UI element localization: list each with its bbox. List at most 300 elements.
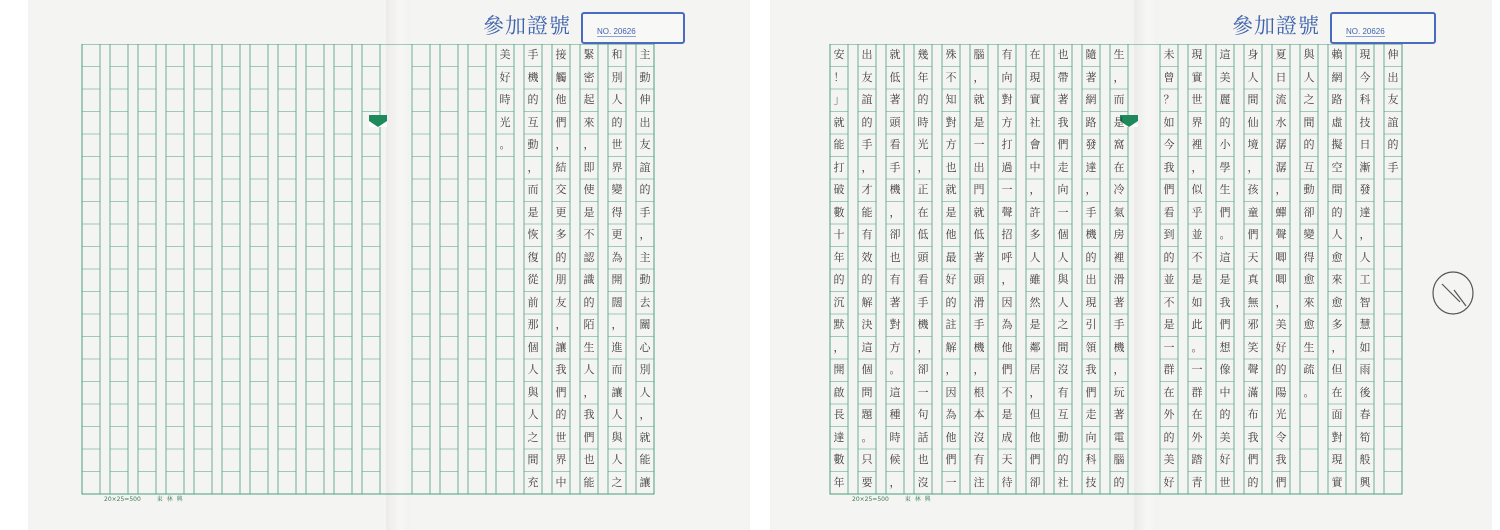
handwritten-character: 但	[1331, 363, 1343, 376]
handwritten-character: 方	[945, 138, 957, 151]
handwritten-character: 問	[861, 385, 873, 399]
stamp-number-box	[1330, 12, 1436, 44]
handwritten-character: ，	[527, 160, 539, 174]
handwritten-character: 聲	[1247, 363, 1259, 376]
handwritten-character: 出	[861, 48, 873, 61]
handwritten-character: 的	[1275, 363, 1287, 376]
handwritten-character: 的	[555, 250, 567, 264]
handwritten-character: 互	[1057, 408, 1069, 421]
handwritten-character: 美	[1219, 70, 1231, 84]
handwritten-character: 踏	[1191, 453, 1203, 466]
handwritten-character: 是	[583, 205, 595, 219]
handwritten-character: 這	[1219, 250, 1231, 264]
handwritten-character: 來	[1331, 273, 1343, 286]
handwritten-character: 效	[861, 250, 873, 264]
handwritten-character: 是	[1001, 408, 1013, 421]
stamp-title: 參加證號	[483, 14, 571, 38]
handwritten-character: 交	[555, 183, 567, 196]
sheet-footer-right	[852, 494, 932, 503]
handwritten-character: 前	[527, 295, 539, 309]
handwritten-character: 童	[1247, 205, 1259, 219]
handwritten-character: 腦	[973, 48, 985, 61]
handwritten-character: 生	[1219, 183, 1231, 196]
handwritten-character: 著	[1113, 295, 1125, 309]
grid-size-label: 20×25=500	[852, 496, 889, 503]
handwritten-character: 數	[833, 453, 845, 466]
handwritten-character: 未	[1163, 48, 1175, 61]
handwritten-character: 結	[555, 160, 567, 174]
handwritten-character: 低	[917, 228, 929, 241]
handwritten-character: 因	[1001, 295, 1013, 309]
handwritten-character: 生	[1113, 48, 1125, 61]
handwritten-character: 充	[527, 475, 539, 489]
handwritten-character: ，	[611, 318, 623, 331]
handwritten-character: 這	[861, 340, 873, 354]
handwritten-character: 世	[1191, 93, 1203, 106]
handwritten-character: 路	[1085, 115, 1097, 129]
handwritten-character: 水	[1275, 115, 1287, 129]
handwritten-character: 的	[833, 273, 845, 286]
handwritten-character: 啟	[833, 385, 845, 399]
handwritten-character: 領	[1085, 340, 1097, 354]
handwritten-character: 潺	[1275, 138, 1287, 151]
handwritten-character: 乎	[1191, 205, 1203, 219]
handwritten-character: 手	[527, 48, 539, 61]
handwritten-character: 正	[917, 183, 929, 196]
handwritten-character: 人	[1303, 70, 1315, 84]
handwritten-character: 達	[1085, 160, 1097, 174]
handwritten-character: 美	[1163, 453, 1175, 466]
handwritten-character: 有	[861, 228, 873, 241]
handwritten-character: 在	[917, 205, 929, 219]
handwritten-character: 。	[499, 138, 511, 151]
handwritten-character: 之	[1303, 93, 1315, 106]
handwritten-character: 與	[1303, 48, 1315, 61]
handwritten-character: 他	[945, 228, 957, 241]
handwritten-character: 人	[1057, 295, 1069, 309]
handwritten-character: 機	[1085, 228, 1097, 241]
handwritten-character: ，	[1191, 160, 1203, 174]
handwritten-character: 面	[1331, 408, 1343, 421]
handwritten-character: 手	[639, 205, 651, 219]
handwritten-character: 達	[1359, 205, 1371, 219]
handwritten-character: 科	[1359, 93, 1371, 106]
handwritten-character: 蟬	[1275, 205, 1287, 219]
handwritten-character: 手	[889, 160, 901, 174]
handwritten-character: 的	[1331, 205, 1343, 219]
handwritten-character: 布	[1247, 408, 1259, 421]
handwritten-character: 網	[1085, 93, 1097, 106]
handwritten-character: 低	[973, 228, 985, 241]
handwritten-character: 不	[1163, 295, 1175, 309]
handwritten-character: 開	[833, 363, 845, 376]
handwritten-character: 令	[1275, 430, 1287, 444]
handwritten-character: 在	[1113, 160, 1125, 174]
handwritten-character: 的	[1057, 453, 1069, 466]
handwritten-character: 機	[527, 70, 539, 84]
handwritten-character: 過	[1001, 160, 1013, 174]
handwritten-character: 本	[973, 408, 985, 421]
handwritten-character: 們	[945, 453, 957, 466]
handwritten-character: 打	[833, 160, 845, 174]
handwritten-character: 無	[1247, 295, 1259, 309]
handwritten-character: 我	[1247, 430, 1259, 444]
handwritten-character: 動	[527, 138, 539, 151]
handwritten-character: 會	[1029, 138, 1041, 151]
handwritten-character: 出	[639, 115, 651, 129]
handwritten-character: 中	[1029, 160, 1041, 174]
handwritten-character: 友	[555, 295, 567, 309]
handwritten-character: ，	[917, 340, 929, 354]
handwritten-character: 一	[1163, 340, 1175, 354]
handwritten-character: 間	[1303, 115, 1315, 129]
handwritten-character: 現	[1359, 48, 1371, 61]
handwritten-character: 我	[1275, 453, 1287, 466]
handwritten-character: 打	[1001, 138, 1013, 151]
handwritten-character: 似	[1191, 183, 1203, 196]
handwritten-character: 一	[917, 385, 929, 399]
handwritten-character: 天	[1001, 453, 1013, 466]
handwritten-character: 手	[1113, 318, 1125, 331]
handwritten-character: 安	[833, 48, 845, 61]
handwritten-character: 達	[833, 430, 845, 444]
handwritten-character: 們	[555, 115, 567, 129]
handwritten-character: 有	[1001, 48, 1013, 61]
handwritten-character: 實	[1191, 70, 1203, 84]
handwritten-character: ，	[1085, 183, 1097, 196]
handwritten-character: 心	[639, 340, 651, 354]
handwritten-character: 麗	[1219, 93, 1231, 106]
handwritten-character: 闊	[611, 295, 623, 309]
handwritten-character: 幾	[917, 48, 929, 61]
handwritten-character: 界	[1191, 115, 1203, 129]
handwritten-character: 愈	[1303, 273, 1315, 286]
handwritten-character: 社	[1057, 475, 1069, 489]
handwritten-character: 他	[555, 93, 567, 106]
handwritten-character: 的	[1163, 250, 1175, 264]
handwritten-character: 主	[639, 250, 651, 264]
publisher-brand: 東 林 興	[156, 496, 184, 503]
handwritten-character: 話	[917, 430, 929, 444]
handwritten-character: 而	[1113, 93, 1125, 106]
handwritten-character: 十	[833, 228, 845, 241]
handwritten-character: 愈	[1331, 250, 1343, 264]
handwritten-character: 技	[1085, 475, 1097, 489]
handwritten-character: 人	[583, 363, 595, 376]
handwritten-character: 出	[1085, 273, 1097, 286]
handwritten-character: 我	[583, 408, 595, 421]
handwritten-character: 與	[611, 430, 623, 444]
handwritten-character: ，	[639, 228, 651, 241]
handwritten-character: ，	[1001, 273, 1013, 286]
handwritten-character: ，	[973, 363, 985, 376]
handwritten-character: 一	[1001, 183, 1013, 196]
handwritten-character: 也	[889, 250, 901, 264]
handwritten-character: 誼	[861, 93, 873, 106]
handwritten-character: 更	[611, 228, 623, 241]
handwritten-character: 滿	[1247, 385, 1259, 399]
handwritten-character: 想	[1219, 340, 1231, 354]
handwritten-character: 許	[1029, 205, 1041, 219]
handwritten-character: 機	[1113, 340, 1125, 354]
handwritten-character: ，	[861, 160, 873, 174]
handwritten-character: 天	[1247, 250, 1259, 264]
handwritten-character: 是	[527, 205, 539, 219]
handwritten-character: 光	[917, 138, 929, 151]
handwritten-character: 的	[555, 408, 567, 421]
handwritten-character: ，	[1247, 160, 1259, 174]
handwritten-character: 們	[1163, 183, 1175, 196]
handwritten-character: 是	[1219, 273, 1231, 286]
handwritten-character: 間	[1247, 93, 1259, 106]
handwritten-character: 隨	[1085, 48, 1097, 61]
handwritten-character: 人	[639, 385, 651, 399]
handwritten-character: 不	[1001, 385, 1013, 399]
handwritten-character: 就	[833, 115, 845, 129]
handwritten-character: 根	[973, 385, 985, 399]
handwritten-character: 但	[1029, 408, 1041, 421]
handwritten-character: 滑	[973, 295, 985, 309]
handwritten-character: 的	[583, 295, 595, 309]
handwritten-character: 一	[1057, 205, 1069, 219]
handwritten-character: 是	[1163, 318, 1175, 331]
handwritten-character: 接	[555, 48, 567, 61]
handwritten-character: ，	[555, 138, 567, 151]
handwritten-character: 著	[973, 250, 985, 264]
handwritten-character: 長	[833, 408, 845, 421]
handwritten-character: 在	[1191, 408, 1203, 421]
handwritten-character: 伸	[639, 93, 651, 106]
handwritten-character: 邪	[1247, 318, 1259, 331]
handwritten-character: 電	[1113, 430, 1125, 444]
handwritten-character: 題	[861, 408, 873, 421]
handwritten-character: 而	[611, 363, 623, 376]
handwritten-character: ，	[1275, 183, 1287, 196]
handwritten-character: 像	[1219, 363, 1231, 376]
handwritten-character: 唧	[1275, 250, 1287, 264]
handwritten-character: 他	[945, 430, 957, 444]
handwritten-character: 疏	[1303, 363, 1315, 376]
handwritten-character: 群	[1191, 385, 1203, 399]
handwritten-character: 夏	[1275, 48, 1287, 61]
handwritten-character: 人	[1029, 250, 1041, 264]
handwritten-character: 雖	[1029, 273, 1041, 286]
handwritten-character: 我	[555, 363, 567, 376]
handwritten-character: 機	[917, 318, 929, 331]
handwritten-character: 在	[1029, 48, 1041, 61]
handwritten-character: 人	[527, 363, 539, 376]
handwritten-character: 。	[1219, 228, 1231, 241]
handwritten-character: 人	[1057, 250, 1069, 264]
handwritten-character: ，	[945, 363, 957, 376]
handwritten-character: 他	[1029, 430, 1041, 444]
handwritten-character: 唧	[1275, 273, 1287, 286]
handwritten-character: 腦	[1113, 453, 1125, 466]
handwritten-character: 然	[1029, 295, 1041, 309]
handwritten-character: 對	[1331, 430, 1343, 444]
handwritten-character: 來	[1303, 295, 1315, 309]
handwritten-character: 識	[583, 273, 595, 286]
handwritten-character: 是	[1029, 318, 1041, 331]
stamp-title: 參加證號	[1232, 14, 1320, 38]
handwritten-character: 日	[1275, 70, 1287, 84]
handwritten-character: 看	[1163, 205, 1175, 219]
handwritten-character: 後	[1359, 385, 1371, 399]
handwritten-character: 玩	[1113, 385, 1125, 399]
handwritten-character: 房	[1113, 228, 1125, 241]
handwritten-character: 時	[889, 430, 901, 444]
handwritten-character: 鄰	[1029, 340, 1041, 354]
handwritten-character: 生	[583, 340, 595, 354]
handwritten-character: 現	[1029, 70, 1041, 84]
handwritten-character: 為	[611, 250, 623, 264]
stamp-number: NO. 20626	[597, 27, 636, 36]
handwritten-character: ，	[1029, 183, 1041, 196]
handwritten-character: 頭	[917, 250, 929, 264]
handwritten-character: 生	[1303, 340, 1315, 354]
handwritten-character: 頭	[973, 273, 985, 286]
handwritten-character: 是	[973, 115, 985, 129]
handwritten-character: 動	[639, 70, 651, 84]
handwritten-character: ，	[1029, 385, 1041, 399]
handwritten-character: 門	[973, 183, 985, 196]
handwritten-character: 外	[1163, 408, 1175, 421]
handwritten-character: 數	[833, 205, 845, 219]
handwritten-character: 們	[555, 385, 567, 399]
handwritten-character: 陌	[583, 318, 595, 331]
handwritten-character: 與	[1057, 273, 1069, 286]
handwritten-character: 流	[1275, 93, 1287, 106]
handwritten-character: 」	[833, 93, 845, 106]
handwritten-character: 恢	[527, 228, 539, 241]
handwritten-character: 的	[861, 115, 873, 129]
handwritten-character: 並	[1191, 228, 1203, 241]
handwritten-character: 手	[973, 318, 985, 331]
handwritten-character: 氣	[1113, 205, 1125, 219]
stamp-number-box	[581, 12, 685, 44]
handwritten-character: 空	[1331, 160, 1343, 174]
handwritten-character: 也	[945, 160, 957, 174]
handwritten-character: 方	[889, 340, 901, 354]
handwritten-character: 路	[1331, 93, 1343, 106]
handwritten-character: 人	[611, 453, 623, 466]
handwritten-character: 外	[1191, 430, 1203, 444]
handwritten-character: 間	[527, 453, 539, 466]
handwritten-character: ！	[833, 70, 845, 84]
handwritten-character: 群	[1163, 363, 1175, 376]
handwritten-character: 著	[889, 295, 901, 309]
handwritten-character: ，	[889, 475, 901, 489]
entry-number-stamp-left	[483, 10, 683, 44]
handwritten-character: 對	[945, 115, 957, 129]
handwritten-character: 光	[1275, 408, 1287, 421]
handwritten-character: ，	[583, 385, 595, 399]
handwritten-character: 之	[611, 475, 623, 489]
handwritten-character: 們	[1057, 138, 1069, 151]
handwritten-character: 更	[555, 205, 567, 219]
handwritten-character: 智	[1359, 295, 1371, 309]
handwritten-character: 手	[1387, 160, 1399, 174]
handwritten-character: 人	[1331, 228, 1343, 241]
handwritten-character: 沒	[973, 430, 985, 444]
handwritten-character: 從	[527, 273, 539, 286]
handwritten-character: 今	[1359, 70, 1371, 84]
handwritten-character: 現	[1191, 48, 1203, 61]
handwritten-character: 能	[583, 475, 595, 489]
handwritten-character: 冷	[1113, 183, 1125, 196]
handwritten-character: 誼	[1387, 115, 1399, 129]
handwritten-character: 的	[1163, 430, 1175, 444]
handwritten-character: 境	[1247, 138, 1259, 151]
handwritten-character: 美	[499, 48, 511, 61]
handwritten-character: 讓	[639, 475, 651, 489]
handwritten-character: 學	[1219, 160, 1231, 174]
handwritten-character: 日	[1359, 138, 1371, 151]
handwritten-character: 看	[917, 273, 929, 286]
handwritten-character: 開	[611, 273, 623, 286]
handwritten-character: 。	[889, 363, 901, 376]
handwritten-character: 卻	[917, 363, 929, 376]
handwritten-character: 主	[639, 48, 651, 61]
handwritten-character: 關	[639, 318, 651, 331]
handwritten-character: 的	[1303, 138, 1315, 151]
handwritten-character: 復	[527, 250, 539, 264]
handwritten-character: 滑	[1113, 273, 1125, 286]
handwritten-character: 手	[861, 138, 873, 151]
handwritten-character: ，	[833, 340, 845, 354]
handwritten-character: 實	[1029, 93, 1041, 106]
handwritten-character: 沉	[833, 295, 845, 309]
handwritten-character: 之	[527, 430, 539, 444]
handwritten-character: 要	[861, 475, 873, 489]
handwritten-character: 友	[639, 138, 651, 151]
handwritten-character: 們	[1247, 228, 1259, 241]
handwritten-character: 成	[1001, 430, 1013, 444]
publisher-brand: 東 林 興	[904, 496, 932, 503]
handwritten-character: 手	[1085, 205, 1097, 219]
handwritten-character: 變	[611, 183, 623, 196]
handwritten-character: 候	[889, 453, 901, 466]
handwritten-character: 別	[639, 363, 651, 376]
handwritten-character: 頭	[889, 115, 901, 129]
handwritten-character: 註	[945, 318, 957, 331]
handwritten-character: 能	[639, 453, 651, 466]
handwritten-character: 和	[611, 48, 623, 61]
entry-number-stamp-right	[1232, 10, 1434, 44]
handwritten-character: 小	[1219, 138, 1231, 151]
handwritten-character: 破	[833, 183, 845, 196]
handwritten-character: 們	[1001, 363, 1013, 376]
handwritten-character: 的	[611, 115, 623, 129]
handwritten-character: 認	[583, 250, 595, 264]
handwritten-character: 即	[583, 160, 595, 174]
handwritten-character: 網	[1331, 70, 1343, 84]
handwritten-character: 走	[1057, 160, 1069, 174]
handwritten-character: 曾	[1163, 70, 1175, 84]
handwritten-character: 變	[1303, 228, 1315, 241]
handwritten-character: 到	[1163, 228, 1175, 241]
handwritten-character: 裡	[1191, 138, 1203, 151]
handwritten-character: ，	[639, 408, 651, 421]
handwritten-character: 的	[639, 183, 651, 196]
handwritten-character: ，	[1113, 363, 1125, 376]
handwritten-character: 走	[1085, 408, 1097, 421]
handwritten-character: 解	[861, 295, 873, 309]
handwritten-character: 窩	[1113, 138, 1125, 151]
handwritten-character: 友	[1387, 93, 1399, 106]
handwritten-character: 在	[1331, 385, 1343, 399]
handwritten-character: 不	[583, 228, 595, 241]
